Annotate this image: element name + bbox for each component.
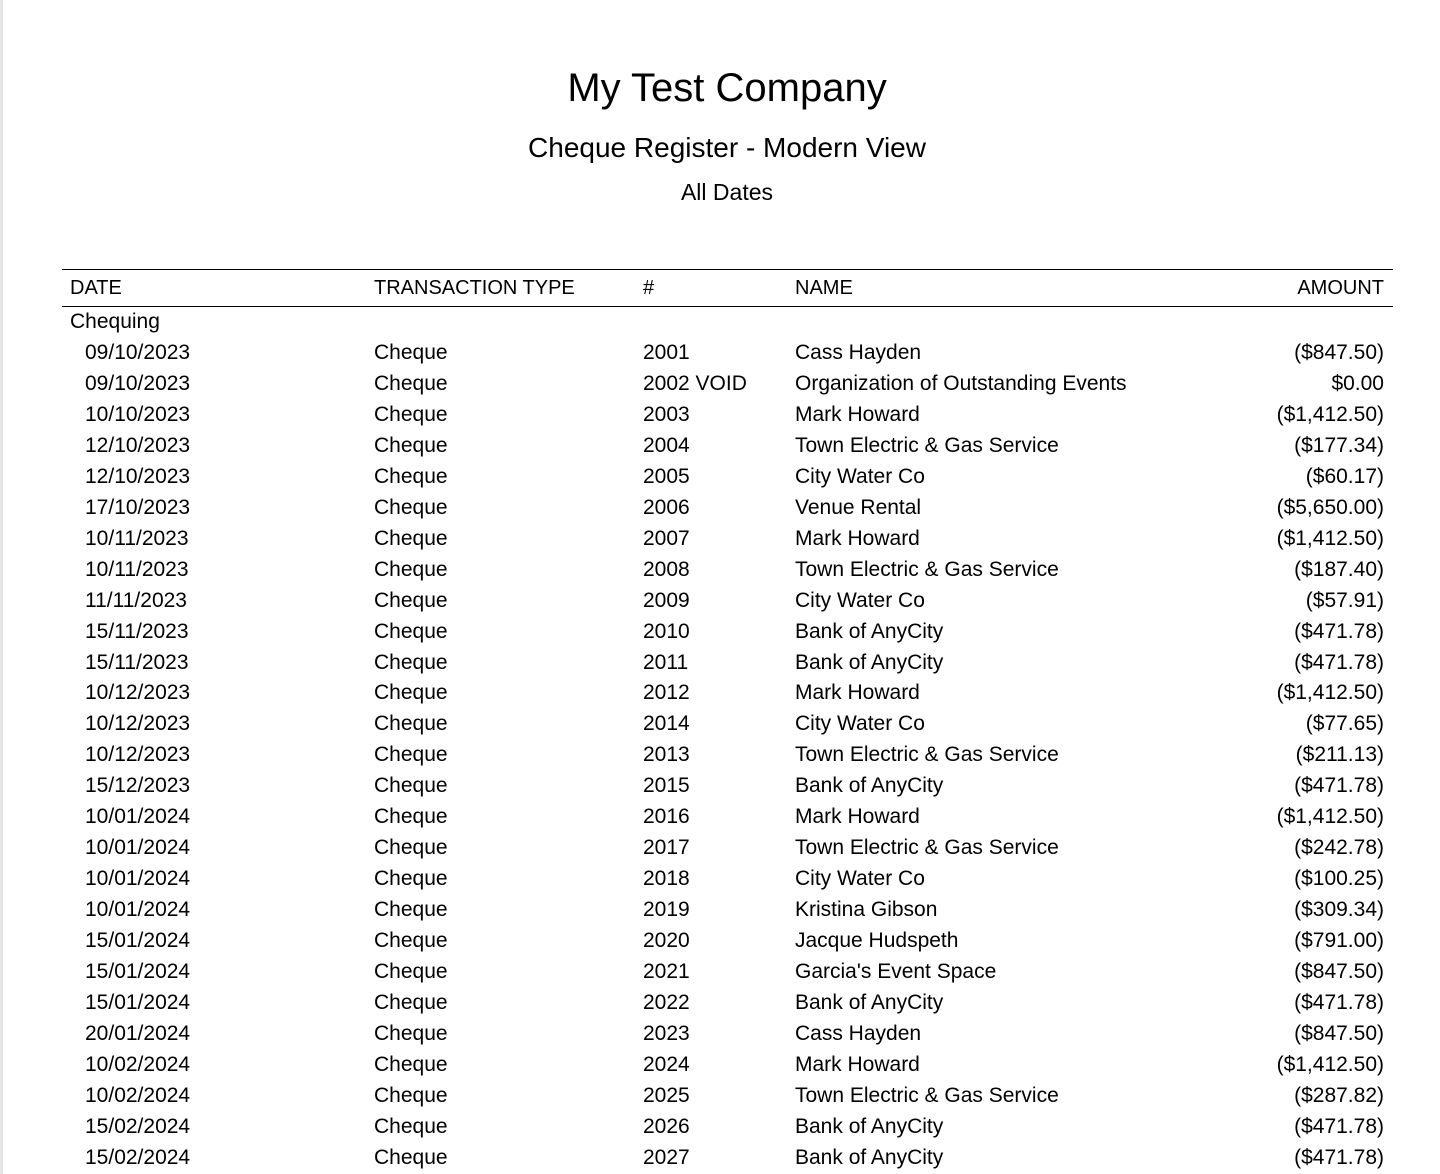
cell-number: 2006	[643, 495, 690, 519]
cell-number: 2023	[643, 1021, 690, 1045]
cell-date: 12/10/2023	[85, 433, 191, 457]
cell-transaction-type: Cheque	[374, 557, 448, 581]
cell-number: 2027	[643, 1145, 690, 1169]
cell-name: Bank of AnyCity	[795, 619, 944, 643]
cell-name: City Water Co	[795, 712, 925, 736]
cell-amount: ($471.78)	[1294, 650, 1384, 674]
cell-number: 2009	[643, 588, 690, 612]
cell-transaction-type: Cheque	[374, 867, 448, 891]
cell-date: 11/11/2023	[85, 588, 187, 612]
cell-transaction-type: Cheque	[374, 341, 448, 364]
cell-transaction-type: Cheque	[374, 1021, 448, 1045]
cell-number: 2013	[643, 743, 690, 767]
table-row[interactable]	[62, 1018, 1393, 1049]
cell-transaction-type: Cheque	[374, 712, 448, 736]
cell-number: 2005	[643, 464, 690, 488]
cell-name: Town Electric & Gas Service	[795, 743, 1059, 767]
table-row[interactable]	[62, 739, 1393, 770]
cell-date: 09/10/2023	[85, 371, 191, 395]
table-row[interactable]	[62, 337, 1393, 368]
cell-name: Bank of AnyCity	[795, 774, 944, 798]
table-row[interactable]	[62, 585, 1393, 616]
cell-name: Venue Rental	[795, 495, 922, 519]
cell-date: 20/01/2024	[85, 1021, 191, 1045]
cell-number: 2024	[643, 1052, 690, 1076]
cell-amount: ($1,412.50)	[1276, 526, 1384, 550]
cell-name: Mark Howard	[795, 681, 920, 705]
cell-amount: ($1,412.50)	[1276, 805, 1384, 829]
cell-transaction-type: Cheque	[374, 1114, 448, 1138]
table-row[interactable]	[62, 832, 1393, 863]
cell-number: 2017	[643, 836, 690, 860]
cell-transaction-type: Cheque	[374, 619, 448, 643]
cell-amount: ($471.78)	[1294, 774, 1384, 798]
table-body	[62, 337, 1393, 1173]
cell-transaction-type: Cheque	[374, 991, 448, 1015]
cell-date: 10/02/2024	[85, 1083, 191, 1107]
cell-name: Bank of AnyCity	[795, 650, 944, 674]
table-row[interactable]	[62, 368, 1393, 399]
column-header-number[interactable]: #	[643, 277, 655, 299]
column-header-date[interactable]: DATE	[70, 277, 122, 299]
cell-amount: ($60.17)	[1305, 464, 1384, 488]
cell-transaction-type: Cheque	[374, 1052, 448, 1076]
cell-name: Cass Hayden	[795, 341, 922, 364]
cell-transaction-type: Cheque	[374, 805, 448, 829]
cell-name: Bank of AnyCity	[795, 991, 944, 1015]
column-header-name[interactable]: NAME	[795, 277, 853, 299]
cell-transaction-type: Cheque	[374, 433, 448, 457]
cell-name: City Water Co	[795, 588, 925, 612]
cell-date: 17/10/2023	[85, 495, 191, 519]
column-header-amount[interactable]: AMOUNT	[1297, 277, 1384, 299]
cell-date: 10/10/2023	[85, 402, 191, 426]
table-row[interactable]	[62, 1142, 1393, 1173]
cell-amount: ($791.00)	[1294, 929, 1384, 953]
cell-number: 2012	[643, 681, 690, 705]
table-row[interactable]	[62, 770, 1393, 801]
cell-transaction-type: Cheque	[374, 929, 448, 953]
cell-date: 15/12/2023	[85, 774, 191, 798]
table-row[interactable]	[62, 677, 1393, 708]
cell-name: Mark Howard	[795, 1052, 920, 1076]
cell-date: 10/12/2023	[85, 743, 191, 767]
table-row[interactable]	[62, 554, 1393, 585]
cell-transaction-type: Cheque	[374, 836, 448, 860]
cell-name: Town Electric & Gas Service	[795, 557, 1059, 581]
cell-transaction-type: Cheque	[374, 650, 448, 674]
company-name: My Test Company	[567, 66, 887, 110]
cell-number: 2016	[643, 805, 690, 829]
cell-amount: $0.00	[1331, 371, 1384, 395]
page-left-edge	[0, 0, 3, 1174]
cell-number: 2019	[643, 898, 690, 922]
table-row[interactable]	[62, 1111, 1393, 1142]
cell-amount: ($5,650.00)	[1276, 495, 1384, 519]
table-row[interactable]	[62, 863, 1393, 894]
table-row[interactable]	[62, 1049, 1393, 1080]
cell-date: 15/02/2024	[85, 1145, 191, 1169]
cell-transaction-type: Cheque	[374, 1083, 448, 1107]
cell-name: Town Electric & Gas Service	[795, 433, 1059, 457]
cell-number: 2004	[643, 433, 690, 457]
cell-amount: ($309.34)	[1294, 898, 1384, 922]
cell-name: Kristina Gibson	[795, 898, 938, 922]
account-group-label: Chequing	[70, 310, 160, 333]
cell-transaction-type: Cheque	[374, 774, 448, 798]
cell-date: 10/01/2024	[85, 805, 191, 829]
cell-transaction-type: Cheque	[374, 588, 448, 612]
cell-date: 10/02/2024	[85, 1052, 191, 1076]
cell-name: Town Electric & Gas Service	[795, 1083, 1059, 1107]
cell-transaction-type: Cheque	[374, 402, 448, 426]
cell-date: 15/01/2024	[85, 991, 191, 1015]
table-row[interactable]	[62, 461, 1393, 492]
cell-number: 2008	[643, 557, 690, 581]
table-header-row	[62, 269, 1393, 307]
table-row[interactable]	[62, 987, 1393, 1018]
table-row[interactable]	[62, 616, 1393, 647]
table-row[interactable]	[62, 647, 1393, 678]
cell-transaction-type: Cheque	[374, 464, 448, 488]
cell-number: 2022	[643, 991, 690, 1015]
cell-number: 2018	[643, 867, 690, 891]
cell-date: 10/11/2023	[85, 557, 189, 581]
cell-name: Mark Howard	[795, 526, 920, 550]
table-row[interactable]	[62, 492, 1393, 523]
cell-amount: ($847.50)	[1294, 1021, 1384, 1045]
cell-transaction-type: Cheque	[374, 960, 448, 984]
cell-amount: ($471.78)	[1294, 619, 1384, 643]
cell-amount: ($1,412.50)	[1276, 402, 1384, 426]
cell-amount: ($287.82)	[1294, 1083, 1384, 1107]
table-row[interactable]	[62, 523, 1393, 554]
cell-amount: ($187.40)	[1294, 557, 1384, 581]
cell-date: 10/01/2024	[85, 898, 191, 922]
cell-number: 2007	[643, 526, 690, 550]
cell-amount: ($847.50)	[1294, 341, 1384, 364]
cell-transaction-type: Cheque	[374, 371, 448, 395]
cell-amount: ($1,412.50)	[1276, 681, 1384, 705]
cell-number: 2003	[643, 402, 690, 426]
cell-transaction-type: Cheque	[374, 1145, 448, 1169]
cell-date: 10/01/2024	[85, 867, 191, 891]
report-title: Cheque Register - Modern View	[528, 132, 926, 163]
cell-number: 2020	[643, 929, 690, 953]
table-row[interactable]	[62, 1080, 1393, 1111]
cell-amount: ($211.13)	[1295, 743, 1384, 767]
cell-amount: ($57.91)	[1305, 588, 1384, 612]
table-row[interactable]	[62, 956, 1393, 987]
cell-number: 2002 VOID	[643, 371, 747, 395]
cell-name: Mark Howard	[795, 805, 920, 829]
cell-name: City Water Co	[795, 464, 925, 488]
table-row[interactable]	[62, 801, 1393, 832]
cell-number: 2025	[643, 1083, 690, 1107]
cell-name: City Water Co	[795, 867, 925, 891]
cell-name: Bank of AnyCity	[795, 1114, 944, 1138]
cell-amount: ($177.34)	[1294, 433, 1384, 457]
cell-amount: ($471.78)	[1294, 1145, 1384, 1169]
cell-date: 15/01/2024	[85, 929, 191, 953]
cell-name: Garcia's Event Space	[795, 960, 997, 984]
cell-name: Organization of Outstanding Events	[795, 371, 1127, 395]
cell-date: 09/10/2023	[85, 341, 191, 364]
cell-amount: ($471.78)	[1294, 1114, 1384, 1138]
report-period: All Dates	[680, 179, 774, 205]
cell-name: Cass Hayden	[795, 1021, 922, 1045]
cell-name: Mark Howard	[795, 402, 920, 426]
cell-number: 2001	[643, 341, 690, 364]
cell-date: 10/12/2023	[85, 712, 191, 736]
cell-name: Town Electric & Gas Service	[795, 836, 1059, 860]
cell-number: 2014	[643, 712, 690, 736]
cell-date: 10/12/2023	[85, 681, 191, 705]
cell-transaction-type: Cheque	[374, 743, 448, 767]
cell-date: 10/01/2024	[85, 836, 191, 860]
cell-amount: ($77.65)	[1305, 712, 1384, 736]
cell-name: Bank of AnyCity	[795, 1145, 944, 1169]
cell-amount: ($242.78)	[1294, 836, 1384, 860]
cell-date: 15/11/2023	[85, 619, 189, 643]
account-group-row[interactable]	[62, 307, 1393, 337]
cell-amount: ($471.78)	[1294, 991, 1384, 1015]
cell-date: 12/10/2023	[85, 464, 191, 488]
cell-amount: ($847.50)	[1294, 960, 1384, 984]
cell-date: 10/11/2023	[85, 526, 189, 550]
cell-date: 15/11/2023	[85, 650, 189, 674]
table-row[interactable]	[62, 430, 1393, 461]
table-row[interactable]	[62, 708, 1393, 739]
cell-date: 15/01/2024	[85, 960, 191, 984]
table-row[interactable]	[62, 925, 1393, 956]
cell-transaction-type: Cheque	[374, 526, 448, 550]
cell-name: Jacque Hudspeth	[795, 929, 959, 953]
cell-number: 2011	[643, 650, 689, 674]
cheque-register-table	[62, 269, 1393, 1173]
cell-date: 15/02/2024	[85, 1114, 191, 1138]
cell-number: 2010	[643, 619, 690, 643]
table-row[interactable]	[62, 399, 1393, 430]
cell-amount: ($100.25)	[1294, 867, 1384, 891]
cell-transaction-type: Cheque	[374, 681, 448, 705]
cell-number: 2026	[643, 1114, 690, 1138]
column-header-transaction-type[interactable]: TRANSACTION TYPE	[374, 277, 575, 299]
table-row[interactable]	[62, 894, 1393, 925]
cell-transaction-type: Cheque	[374, 898, 448, 922]
cell-amount: ($1,412.50)	[1276, 1052, 1384, 1076]
cell-number: 2021	[643, 960, 690, 984]
cell-number: 2015	[643, 774, 690, 798]
cell-transaction-type: Cheque	[374, 495, 448, 519]
